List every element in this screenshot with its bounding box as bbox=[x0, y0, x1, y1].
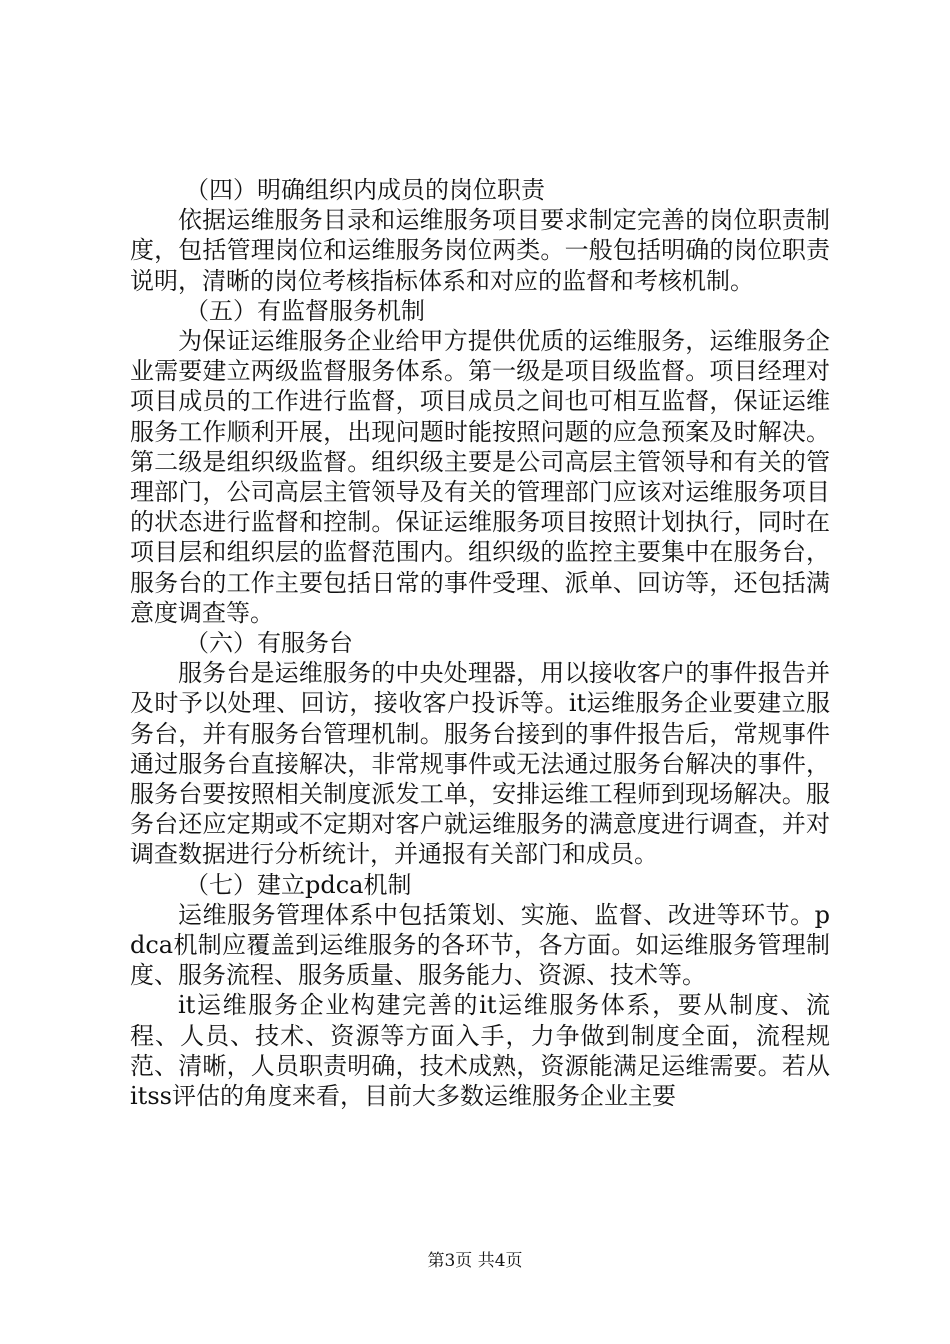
paragraph: 依据运维服务目录和运维服务项目要求制定完善的岗位职责制度，包括管理岗位和运维服务岗位两类。一般包括明确的岗位职责说明，清晰的岗位考核指标体系和对应的监督和考核机制。 bbox=[130, 206, 830, 295]
paragraph: 为保证运维服务企业给甲方提供优质的运维服务，运维服务企业需要建立两级监督服务体系。第一级是项目级监督。项目经理对项目成员的工作进行监督，项目成员之间也可相互监督，保证运维服务工作顺利开展，出现问题时能按照问题的应急预案及时解决。第二级是组织级监督。组织级主要是公司高层主管领导和有关的管理部门，公司高层主管领导及有关的管理部门应该对运维服务项目的状态进行监督和控制。保证运维服务项目按照计划执行，同时在项目层和组织层的监督范围内。组织级的监控主要集中在服务台，服务台的工作主要包括日常的事件受理、派单、回访等，还包括满意度调查等。 bbox=[130, 327, 830, 627]
paragraph: 服务台是运维服务的中央处理器，用以接收客户的事件报告并及时予以处理、回访，接收客户投诉等。it运维服务企业要建立服务台，并有服务台管理机制。服务台接到的事件报告后，常规事件通过服务台直接解决，非常规事件或无法通过服务台解决的事件，服务台要按照相关制度派发工单，安排运维工程师到现场解决。服务台还应定期或不定期对客户就运维服务的满意度进行调查，并对调查数据进行分析统计，并通报有关部门和成员。 bbox=[130, 659, 830, 869]
section-heading-7: （七）建立pdca机制 bbox=[185, 870, 412, 899]
section-heading-5: （五）有监督服务机制 bbox=[185, 296, 425, 325]
section-heading-4: （四）明确组织内成员的岗位职责 bbox=[185, 176, 545, 204]
paragraph: it运维服务企业构建完善的it运维服务体系，要从制度、流程、人员、技术、资源等方面入手，力争做到制度全面，流程规范、清晰，人员职责明确，技术成熟，资源能满足运维需要。若从itss评估的角度来看，目前大多数运维服务企业主要 bbox=[130, 991, 830, 1111]
section-heading-6: （六）有服务台 bbox=[185, 629, 353, 658]
document-body bbox=[130, 175, 830, 1111]
page-number: 第3页 共4页 bbox=[427, 1251, 523, 1271]
paragraph: 运维服务管理体系中包括策划、实施、监督、改进等环节。pdca机制应覆盖到运维服务的各环节，各方面。如运维服务管理制度、服务流程、服务质量、服务能力、资源、技术等。 bbox=[130, 900, 830, 990]
